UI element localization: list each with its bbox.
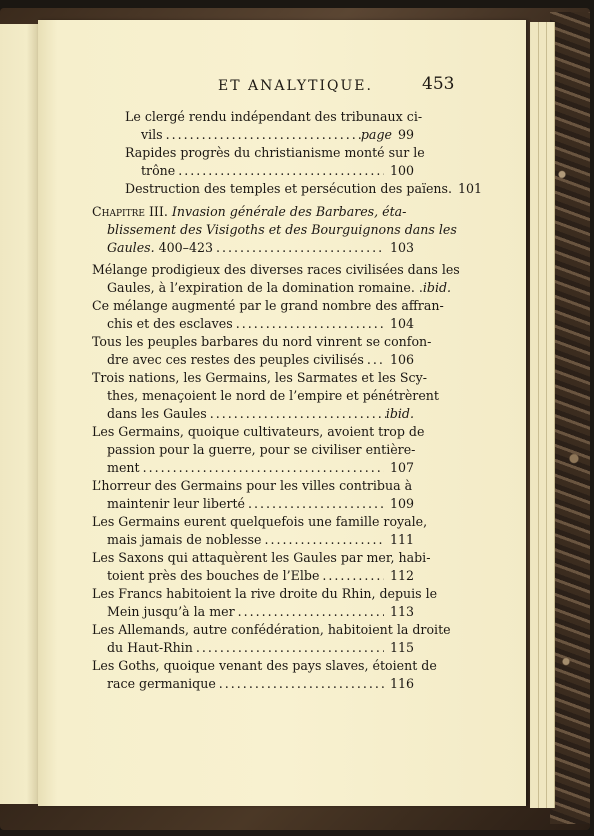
index-line bbox=[92, 585, 438, 602]
entry-text: maintenir leur liberté bbox=[107, 496, 245, 511]
entry-text: Le clergé rendu indépendant des tribunaux ci- bbox=[125, 109, 423, 124]
page-ref-number: 113 bbox=[389, 604, 414, 619]
index-line bbox=[92, 621, 451, 638]
dot-leader bbox=[140, 459, 384, 476]
index-line bbox=[107, 531, 414, 548]
index-line bbox=[92, 333, 432, 350]
left-page bbox=[0, 24, 38, 804]
entry-text: Les Saxons qui attaquèrent les Gaules par mer, habi- bbox=[92, 550, 431, 565]
dot-leader bbox=[193, 639, 384, 656]
dot-leader bbox=[213, 239, 384, 256]
index-line bbox=[107, 221, 457, 238]
entry-text: vils bbox=[141, 127, 163, 142]
entry-text: Les Goths, quoique venant des pays slaves, étoient de bbox=[92, 658, 437, 673]
page-number: 453 bbox=[422, 74, 455, 94]
dot-leader bbox=[175, 162, 384, 179]
index-line bbox=[92, 369, 427, 386]
page-ref-number: 100 bbox=[389, 163, 414, 178]
page-ref-word: page bbox=[360, 127, 392, 142]
entry-text: Tous les peuples barbares du nord vinrent se confon- bbox=[92, 334, 432, 349]
entry-text: Trois nations, les Germains, les Sarmates et les Scy- bbox=[92, 370, 427, 385]
index-line bbox=[107, 567, 414, 584]
entry-text: Les Germains, quoique cultivateurs, avoient trop de bbox=[92, 424, 425, 439]
index-line bbox=[107, 639, 414, 656]
index-line bbox=[107, 405, 414, 422]
entry-text: Rapides progrès du christianisme monté sur le bbox=[125, 145, 425, 160]
page-ref-number: 101 bbox=[458, 181, 483, 196]
index-line bbox=[107, 239, 414, 256]
entry-text: toient près des bouches de l’Elbe bbox=[107, 568, 320, 583]
entry-text: Les Germains eurent quelquefois une famille royale, bbox=[92, 514, 428, 529]
index-line bbox=[92, 261, 460, 278]
chapter-title: Invasion générale des Barbares, éta- bbox=[171, 204, 407, 219]
dot-leader bbox=[216, 675, 384, 692]
index-line bbox=[107, 603, 414, 620]
page-ref-word: ibid. bbox=[422, 280, 452, 295]
index-line bbox=[141, 126, 414, 143]
dot-leader bbox=[163, 126, 361, 143]
index-line bbox=[107, 459, 414, 476]
index-line bbox=[107, 279, 452, 296]
entry-text: chis et des esclaves bbox=[107, 316, 233, 331]
page-ref-number: 106 bbox=[389, 352, 414, 367]
index-line bbox=[107, 315, 414, 332]
dot-leader bbox=[364, 351, 384, 368]
index-line bbox=[125, 108, 423, 125]
index-line bbox=[107, 675, 414, 692]
entry-text: race germanique bbox=[107, 676, 216, 691]
index-line bbox=[92, 513, 428, 530]
entry-text: ment bbox=[107, 460, 140, 475]
index-line bbox=[125, 144, 425, 161]
entry-text: L’horreur des Germains pour les villes contribua à bbox=[92, 478, 413, 493]
dot-leader bbox=[233, 315, 384, 332]
dot-leader bbox=[319, 567, 384, 584]
index-line bbox=[141, 162, 414, 179]
index-line bbox=[92, 423, 425, 440]
page-edge bbox=[546, 22, 555, 808]
entry-text: 400–423 bbox=[154, 240, 214, 255]
index-line bbox=[125, 180, 483, 197]
page-ref-number: 112 bbox=[389, 568, 414, 583]
index-line bbox=[107, 351, 414, 368]
index-line bbox=[107, 441, 414, 458]
entry-text: dre avec ces restes des peuples civilisés bbox=[107, 352, 364, 367]
chapter-title: Gaules. bbox=[107, 240, 155, 255]
entry-text: Ce mélange augmenté par le grand nombre des affran- bbox=[92, 298, 444, 313]
page-ref-number: 103 bbox=[389, 240, 414, 255]
index-line bbox=[107, 387, 439, 404]
book-page bbox=[38, 20, 526, 806]
page-ref-number: 109 bbox=[389, 496, 414, 511]
dot-leader bbox=[245, 495, 384, 512]
entry-text: trône bbox=[141, 163, 176, 178]
entry-text: Les Francs habitoient la rive droite du Rhin, depuis le bbox=[92, 586, 438, 601]
chapter-label: Chapitre III. bbox=[92, 204, 172, 219]
dot-leader bbox=[261, 531, 384, 548]
marbled-edge bbox=[550, 12, 590, 824]
entry-text: dans les Gaules bbox=[107, 406, 207, 421]
entry-text: Mein jusqu’à la mer bbox=[107, 604, 235, 619]
index-line bbox=[92, 549, 431, 566]
entry-text: passion pour la guerre, pour se civiliser entière- bbox=[107, 442, 416, 457]
running-title: ET ANALYTIQUE. bbox=[218, 78, 373, 94]
entry-text: Gaules, à l’expiration de la domination romaine. . bbox=[107, 280, 423, 295]
index-line bbox=[92, 297, 444, 314]
page-ref-number: 104 bbox=[389, 316, 414, 331]
entry-text: du Haut-Rhin bbox=[107, 640, 193, 655]
page-ref-number: 111 bbox=[389, 532, 414, 547]
page-ref-number: 116 bbox=[389, 676, 414, 691]
page-ref-word: ibid. bbox=[385, 406, 414, 421]
index-line bbox=[92, 657, 437, 674]
entry-text: Mélange prodigieux des diverses races civilisées dans les bbox=[92, 262, 460, 277]
entry-text: Les Allemands, autre confédération, habitoient la droite bbox=[92, 622, 451, 637]
index-line bbox=[92, 203, 414, 220]
page-ref-number: 107 bbox=[389, 460, 414, 475]
index-line bbox=[107, 495, 414, 512]
entry-text: thes, menaçoient le nord de l’empire et pénétrèrent bbox=[107, 388, 439, 403]
dot-leader bbox=[207, 405, 386, 422]
dot-leader bbox=[235, 603, 384, 620]
page-edge bbox=[530, 22, 539, 808]
page-ref-number: 99 bbox=[397, 127, 414, 142]
chapter-title: blissement des Visigoths et des Bourguignons dans les bbox=[107, 222, 457, 237]
page-ref-number: 115 bbox=[389, 640, 414, 655]
page-edge bbox=[538, 22, 547, 808]
entry-text: Destruction des temples et persécution des païens. bbox=[125, 181, 453, 196]
entry-text: mais jamais de noblesse bbox=[107, 532, 262, 547]
index-line bbox=[92, 477, 414, 494]
